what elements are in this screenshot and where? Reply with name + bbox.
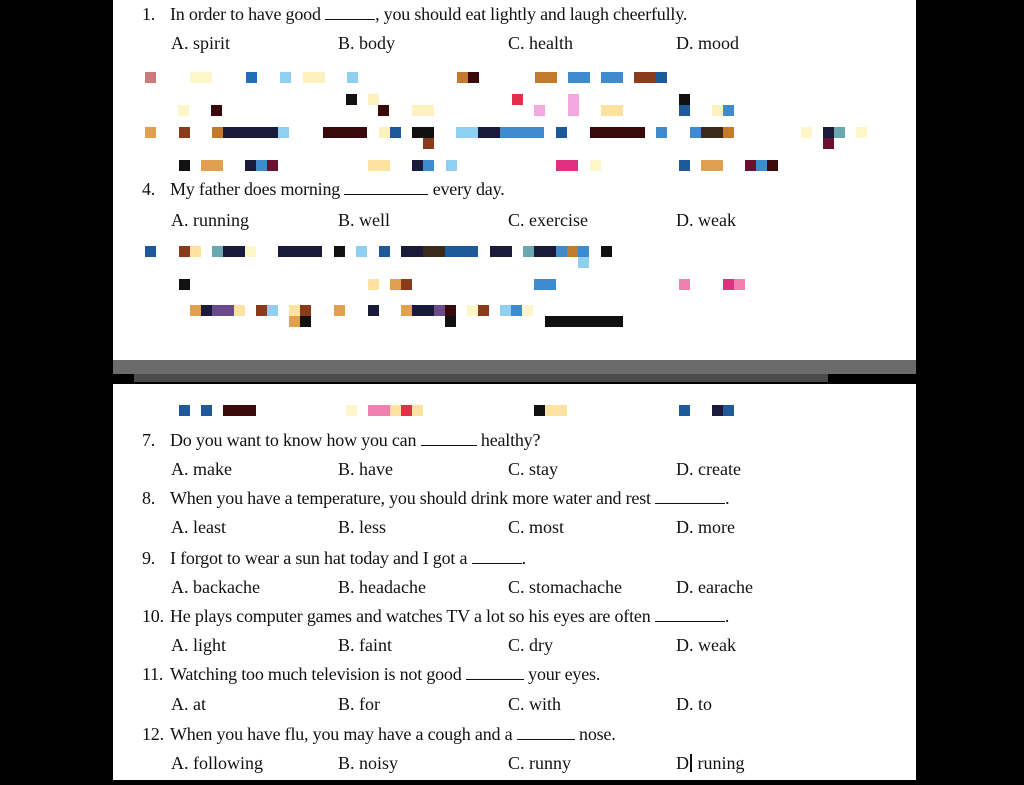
question-number: 1. [142, 4, 156, 24]
stem-text-before: When you have a temperature, you should drink more water and rest [170, 488, 651, 508]
option-b: B. body [338, 33, 396, 53]
option-d [676, 753, 745, 774]
stem-text-before: My father does morning [170, 179, 341, 199]
stem-text-after: . [521, 548, 526, 568]
answer-blank [421, 444, 477, 446]
question-stem [170, 4, 687, 25]
question-number: 12. [142, 724, 164, 744]
answer-blank [466, 678, 524, 680]
option-a: A. make [171, 459, 232, 479]
question-stem [170, 430, 540, 451]
answer-blank [325, 18, 375, 20]
option-d-text: runing [697, 753, 745, 773]
option-b: B. have [338, 459, 393, 479]
stem-text-after: nose. [579, 724, 616, 744]
option-c: C. most [508, 517, 565, 537]
option-c: C. stomachache [508, 577, 622, 597]
option-d: D. mood [676, 33, 739, 53]
option-b: B. for [338, 694, 380, 714]
option-b: B. less [338, 517, 387, 537]
option-a: A. at [171, 694, 206, 714]
option-c: C. runny [508, 753, 571, 773]
option-a: A. following [171, 753, 263, 773]
answer-blank [655, 620, 725, 622]
option-d: D. more [676, 517, 735, 537]
question-number: 8. [142, 488, 156, 508]
option-d: D. to [676, 694, 712, 714]
question-stem [170, 488, 729, 509]
page-divider [113, 360, 916, 374]
stem-text-before: Do you want to know how you can [170, 430, 417, 450]
stem-text-after: healthy? [480, 430, 541, 450]
option-c: C. health [508, 33, 573, 53]
question-stem [170, 179, 505, 200]
question-number: 10. [142, 606, 164, 626]
answer-blank [344, 193, 428, 195]
option-d-letter: D [676, 753, 689, 773]
option-a: A. least [171, 517, 226, 537]
stem-text-after: every day. [432, 179, 505, 199]
question-number: 4. [142, 179, 156, 199]
stem-text-after: your eyes. [528, 664, 601, 684]
answer-blank [655, 502, 725, 504]
option-d: D. weak [676, 635, 736, 655]
option-a: A. spirit [171, 33, 231, 53]
option-d: D. create [676, 459, 741, 479]
stem-text-before: When you have flu, you may have a cough and a [170, 724, 513, 744]
question-number: 9. [142, 548, 156, 568]
stem-text-before: In order to have good [170, 4, 321, 24]
page-divider-shadow [134, 374, 828, 382]
stem-text-before: He plays computer games and watches TV a lot so his eyes are often [170, 606, 651, 626]
question-number: 7. [142, 430, 156, 450]
option-d: D. earache [676, 577, 753, 597]
stem-text-after: . [724, 606, 730, 626]
question-stem [170, 606, 729, 627]
option-b: B. faint [338, 635, 392, 655]
stem-text-after: , you should eat lightly and laugh cheerfully. [375, 4, 688, 24]
text-cursor [690, 754, 692, 772]
option-c: C. dry [508, 635, 553, 655]
option-d: D. weak [676, 210, 736, 230]
option-a: A. running [171, 210, 249, 230]
question-stem [170, 548, 526, 569]
option-c: C. with [508, 694, 562, 714]
option-b: B. well [338, 210, 390, 230]
stem-text-after: . [725, 488, 730, 508]
option-c: C. stay [508, 459, 559, 479]
question-number: 11. [142, 664, 164, 684]
option-a: A. light [171, 635, 227, 655]
question-stem [170, 664, 600, 685]
option-c: C. exercise [508, 210, 588, 230]
stem-text-before: Watching too much television is not good [170, 664, 462, 684]
option-b: B. noisy [338, 753, 399, 773]
question-stem [170, 724, 616, 745]
answer-blank [472, 562, 522, 564]
answer-blank [517, 738, 575, 740]
option-b: B. headache [338, 577, 426, 597]
option-a: A. backache [171, 577, 260, 597]
stem-text-before: I forgot to wear a sun hat today and I got a [170, 548, 468, 568]
